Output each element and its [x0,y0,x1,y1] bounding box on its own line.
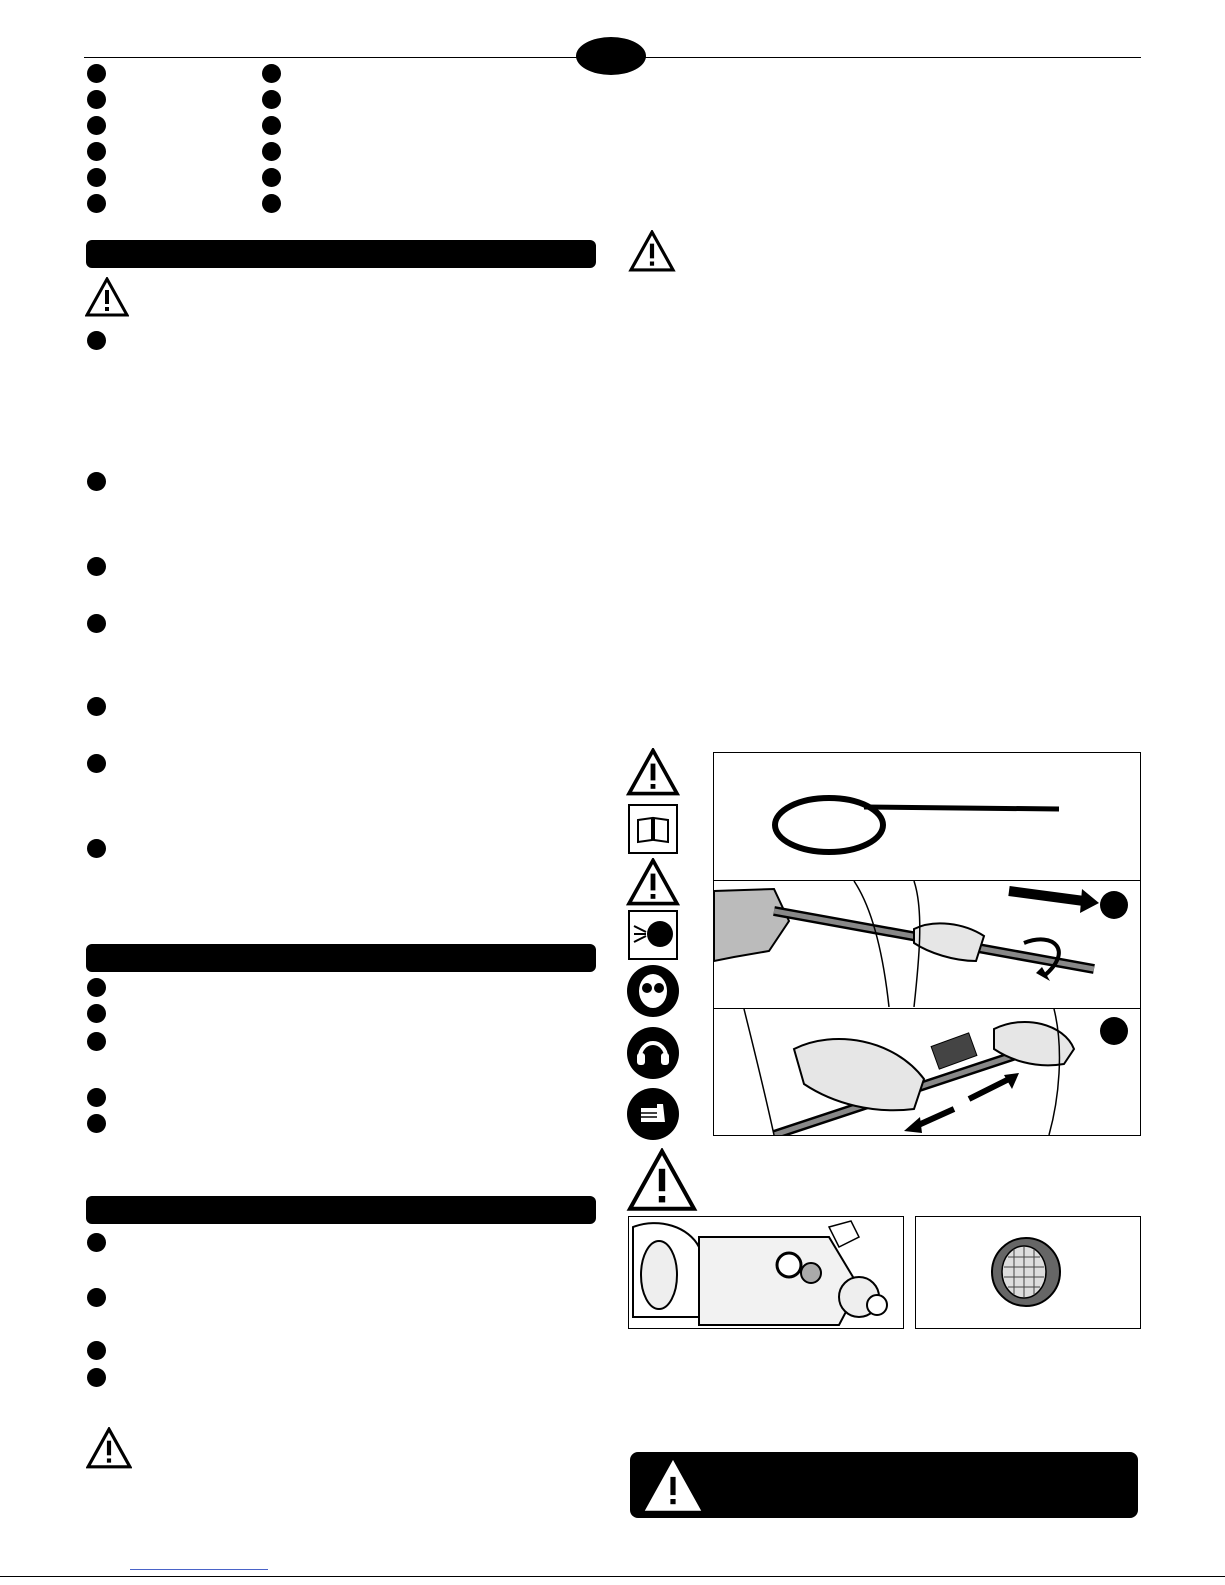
warning-triangle-icon [626,858,680,906]
index-bullet [262,64,281,83]
protective-gloves-icon [627,1088,679,1140]
index-bullet [87,64,106,83]
warning-triangle-icon [628,230,676,272]
open-book-icon [628,804,678,854]
section-header-bar [86,944,596,972]
hose-assembly-figure [713,752,1141,1136]
lance-connect-illustration [714,881,1140,1007]
step-badge [1100,891,1128,919]
danger-banner [630,1452,1138,1518]
list-bullet [87,1368,106,1387]
list-bullet [87,614,106,633]
footer-link-underline [130,1569,268,1570]
section-header-bar [86,1196,596,1224]
coiled-hose-illustration [714,753,1140,880]
list-bullet [87,557,106,576]
list-bullet [87,1288,106,1307]
index-bullet [87,194,106,213]
index-bullet [262,194,281,213]
safety-goggles-icon [627,965,679,1017]
index-bullet [87,90,106,109]
language-badge [576,37,646,75]
index-bullet [87,116,106,135]
list-bullet [87,1088,106,1107]
warning-triangle-icon [86,1427,132,1469]
index-bullet [262,142,281,161]
list-bullet [87,697,106,716]
index-bullet [262,90,281,109]
index-bullet [262,168,281,187]
list-bullet [87,1341,106,1360]
list-bullet [87,1032,106,1051]
filter-element-figure [915,1216,1141,1329]
list-bullet [87,1114,106,1133]
index-bullet [87,142,106,161]
list-bullet [87,978,106,997]
list-bullet [87,1004,106,1023]
spray-to-face-icon [628,910,678,960]
nozzle-connect-illustration [714,1009,1140,1135]
warning-triangle-icon [626,1148,698,1212]
water-inlet-filter-figure [628,1216,904,1329]
ear-protection-icon [627,1027,679,1079]
list-bullet [87,331,106,350]
index-bullet [87,168,106,187]
warning-triangle-icon [626,748,680,796]
index-bullet [262,116,281,135]
warning-triangle-icon [85,277,129,317]
list-bullet [87,754,106,773]
list-bullet [87,472,106,491]
footer-rule [0,1576,1225,1577]
list-bullet [87,1233,106,1252]
list-bullet [87,839,106,858]
section-header-bar [86,240,596,268]
warning-triangle-icon [644,1460,702,1512]
step-badge [1100,1017,1128,1045]
